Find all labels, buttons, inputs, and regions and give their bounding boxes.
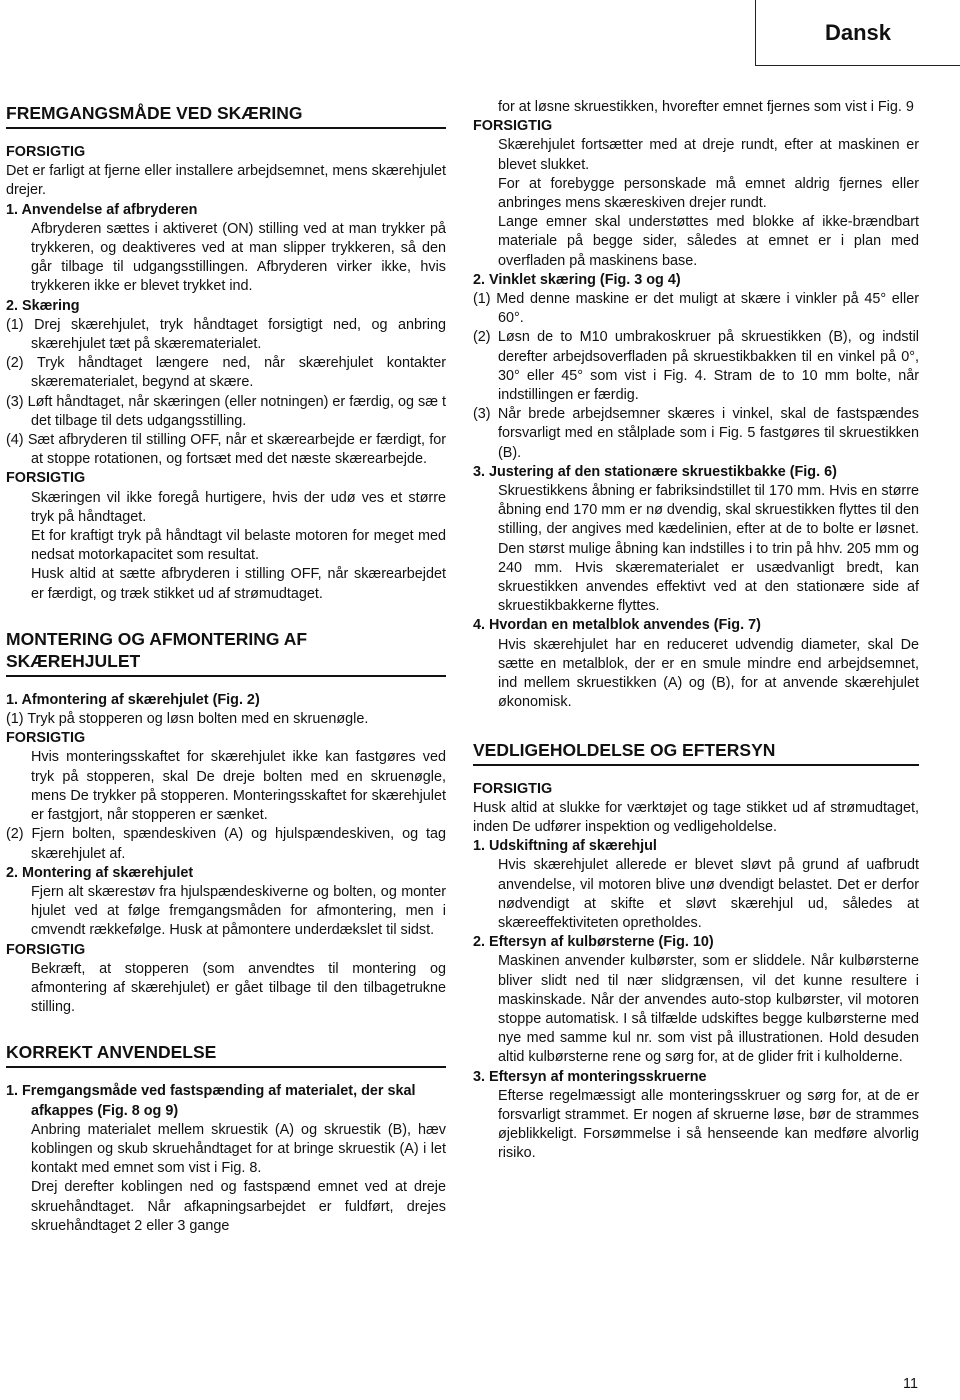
paragraph: Lange emner skal understøttes med blokke af ikke-brændbart materiale på begge sider, således at emnet er i plan med overfladen på maskinens base. — [498, 214, 919, 269]
caution-label: FORSIGTIG — [6, 144, 86, 160]
paragraph: Skæringen vil ikke foregå hurtigere, hvis der udø ves et større tryk på håndtaget. — [31, 489, 446, 525]
paragraph: for at løsne skruestikken, hvorefter emnet fjernes som vist i Fig. 9 — [498, 99, 914, 115]
item-heading: 2. Vinklet skæring (Fig. 3 og 4) — [473, 271, 681, 288]
caution-label: FORSIGTIG — [6, 941, 86, 958]
section-title-maintenance: VEDLIGEHOLDELSE OG EFTERSYN — [473, 739, 919, 766]
paragraph: Afbryderen sættes i aktiveret (ON) stilling ved at man trykker på trykkeren, og deaktiveres ved at man slipper trykkeren, så den går tilbage til udgangsstillingen. Afbryderen virker ikke, hvis trykkeren ikke er blevet trykket ind. — [31, 220, 446, 295]
language-tab — [755, 0, 960, 66]
paragraph: Anbring materialet mellem skruestik (A) og skruestik (B), hæv koblingen og skub skruehåndtaget for at bringe skruestik (A) i let kontakt med emnet som vist i Fig. 8. — [31, 1121, 446, 1177]
item-heading: 3. Justering af den stationære skruestikbakke (Fig. 6) — [473, 463, 837, 480]
item-heading: 4. Hvordan en metalblok anvendes (Fig. 7) — [473, 617, 761, 634]
paragraph: Bekræft, at stopperen (som anvendtes til montering og afmontering af skærehjulet) er gået tilbage til den tilbagetrukne stilling. — [31, 960, 446, 1016]
left-column — [6, 102, 446, 1236]
paragraph: Maskinen anvender kulbørster, som er sliddele. Når kulbørsterne bliver slidt ned til nær slidgrænsen, vil det kunne resultere i maskinskade. Når der anvendes auto-stop kulbørster, vil motoren stoppe automatisk. I så tilfælde udskiftes begge kulbørsterne med nye med samme kul nr. som vist på illustrationen. Hold desuden altid kulbørsterne rene og sørg for, at de glider frit i kulholderne. — [498, 953, 919, 1066]
paragraph: Hvis skærehjulet allerede er blevet sløvt på grund af uafbrudt anvendelse, vil motoren blive unø dvendigt belastet. Det er derfor nødvendigt at skifte et sløvt skærehjul ud, således at skæreeffektiviteten opretholdes. — [498, 857, 919, 931]
sub-item: (3) Når brede arbejdsemner skæres i vinkel, skal de fastspændes forsvarligt med en stålplade som i Fig. 5 fastgøres til skruestikken (B). — [473, 406, 919, 461]
sub-item: (3) Løft håndtaget, når skæringen (eller notningen) er færdig, og sæ t det tilbage til dets udgangsstilling. — [6, 393, 446, 429]
paragraph: Hvis skærehjulet har en reduceret udvendig diameter, skal De sætte en metalblok, der er en smule mindre end arbejdsemnet, ind mellem skruestikken (A) og (B), for at anvende skærehjulet økonomisk. — [498, 636, 919, 711]
item-heading: 1. Afmontering af skærehjulet (Fig. 2) — [6, 691, 260, 708]
paragraph: Husk altid at slukke for værktøjet og tage stikket ud af strømudtaget, inden De udfører inspektion og vedligeholdelse. — [473, 799, 919, 835]
sub-item: (1) Drej skærehjulet, tryk håndtaget forsigtigt ned, og anbring skærehjulet tæt på skærematerialet. — [6, 316, 446, 353]
item-heading: 2. Skæring — [6, 297, 80, 314]
section-title-mounting: MONTERING OG AFMONTERING AF SKÆREHJULET — [6, 628, 446, 677]
section-title-cutting: FREMGANGSMÅDE VED SKÆRING — [6, 102, 446, 129]
paragraph: Fjern alt skærestøv fra hjulspændeskiverne og bolten, og monter hjulet ved at følge fremgangsmåden for afmontering, men i cmvendt rækkefølge. Husk at påmontere underdækslet til sidst. — [31, 883, 446, 939]
paragraph: Det er farligt at fjerne eller installere arbejdsemnet, mens skærehjulet drejer. — [6, 163, 446, 199]
sub-item: (1) Med denne maskine er det muligt at skære i vinkler på 45° eller 60°. — [473, 291, 919, 327]
paragraph: Skærehjulet fortsætter med at dreje rundt, efter at maskinen er blevet slukket. — [498, 137, 919, 173]
paragraph: Et for kraftigt tryk på håndtagt vil belaste motoren for meget med nedsat motorkapacitet som resultat. — [31, 528, 446, 564]
caution-label: FORSIGTIG — [473, 118, 553, 135]
paragraph: For at forebygge personskade må emnet aldrig fjernes eller anbringes mens skæreskiven drejer rundt. — [498, 175, 919, 212]
caution-label: FORSIGTIG — [6, 470, 86, 487]
language-label: Dansk — [824, 19, 892, 45]
item-heading: 2. Montering af skærehjulet — [6, 864, 194, 881]
sub-item: (4) Sæt afbryderen til stilling OFF, når et skærearbejde er færdigt, for at stoppe rotationen, og fortsæt med det næste skærearbejde. — [6, 432, 446, 468]
paragraph: Skruestikkens åbning er fabriksindstillet til 170 mm. Hvis en større åbning end 170 mm er nø dvendig, skal skruestikken flyttes til den stilling, der angives med kædelinien, efter at de to bolte er løsnet. Den størst mulige åbning kan indstilles i to trin på hhv. 205 mm og 240 mm. Hvis skærematerialet er usædvanligt bredt, kan skruestikken anvendes effektivt ved at den stationære side af skruestikbakkerne flyttes. — [498, 483, 919, 615]
section-title-correct-use: KORREKT ANVENDELSE — [6, 1041, 446, 1068]
sub-item: (1) Tryk på stopperen og løsn bolten med en skruenøgle. — [6, 711, 369, 728]
right-column — [473, 98, 919, 1164]
caution-label: FORSIGTIG — [473, 780, 553, 797]
sub-item: (2) Løsn de to M10 umbrakoskruer på skruestikken (B), og indstil derefter arbejdsoverfladen på skruestikbakken til en vinkel på 0°, 30° eller 45° som vist i Fig. 4. Stram de to 10 mm bolte, når indstillingen er færdig. — [473, 329, 919, 404]
paragraph: Husk altid at sætte afbryderen i stilling OFF, når skærearbejdet er færdigt, og træk stikket ud af strømudtaget. — [31, 566, 446, 602]
page-number: 11 — [903, 1376, 918, 1392]
item-heading: 3. Eftersyn af monteringsskruerne — [473, 1068, 707, 1085]
sub-item: (2) Tryk håndtaget længere ned, når skærehjulet kontakter skærematerialet, begynd at skære. — [6, 355, 446, 391]
item-heading: 1. Udskiftning af skærehjul — [473, 838, 657, 855]
item-heading: 1. Fremgangsmåde ved fastspænding af materialet, der skal afkappes (Fig. 8 og 9) — [6, 1083, 416, 1119]
paragraph: Efterse regelmæssigt alle monteringsskruer og sørg for, at de er forsvarligt strammet. Er nogen af skruerne løse, bør de strammes øjeblikkeligt. Forsømmelse i så henseende kan medføre alvorlig risiko. — [498, 1087, 919, 1162]
paragraph: Drej derefter koblingen ned og fastspænd emnet ved at dreje skruehåndtaget. Når afkapningsarbejdet er fuldført, drejes skruehåndtaget 2 eller 3 gange — [31, 1179, 446, 1234]
sub-item: (2) Fjern bolten, spændeskiven (A) og hjulspændeskiven, og tag skærehjulet af. — [6, 826, 446, 862]
caution-label: FORSIGTIG — [6, 730, 86, 747]
item-heading: 2. Eftersyn af kulbørsterne (Fig. 10) — [473, 934, 714, 951]
paragraph: Hvis monteringsskaftet for skærehjulet ikke kan fastgøres ved tryk på stopperen, skal De dreje bolten med en skruenøgle, mens De trykker på stopperen. Monteringsskaftet for skærehjulet er fastgjort, når stopperen er sænket. — [31, 749, 446, 824]
item-heading: 1. Anvendelse af afbryderen — [6, 201, 198, 218]
